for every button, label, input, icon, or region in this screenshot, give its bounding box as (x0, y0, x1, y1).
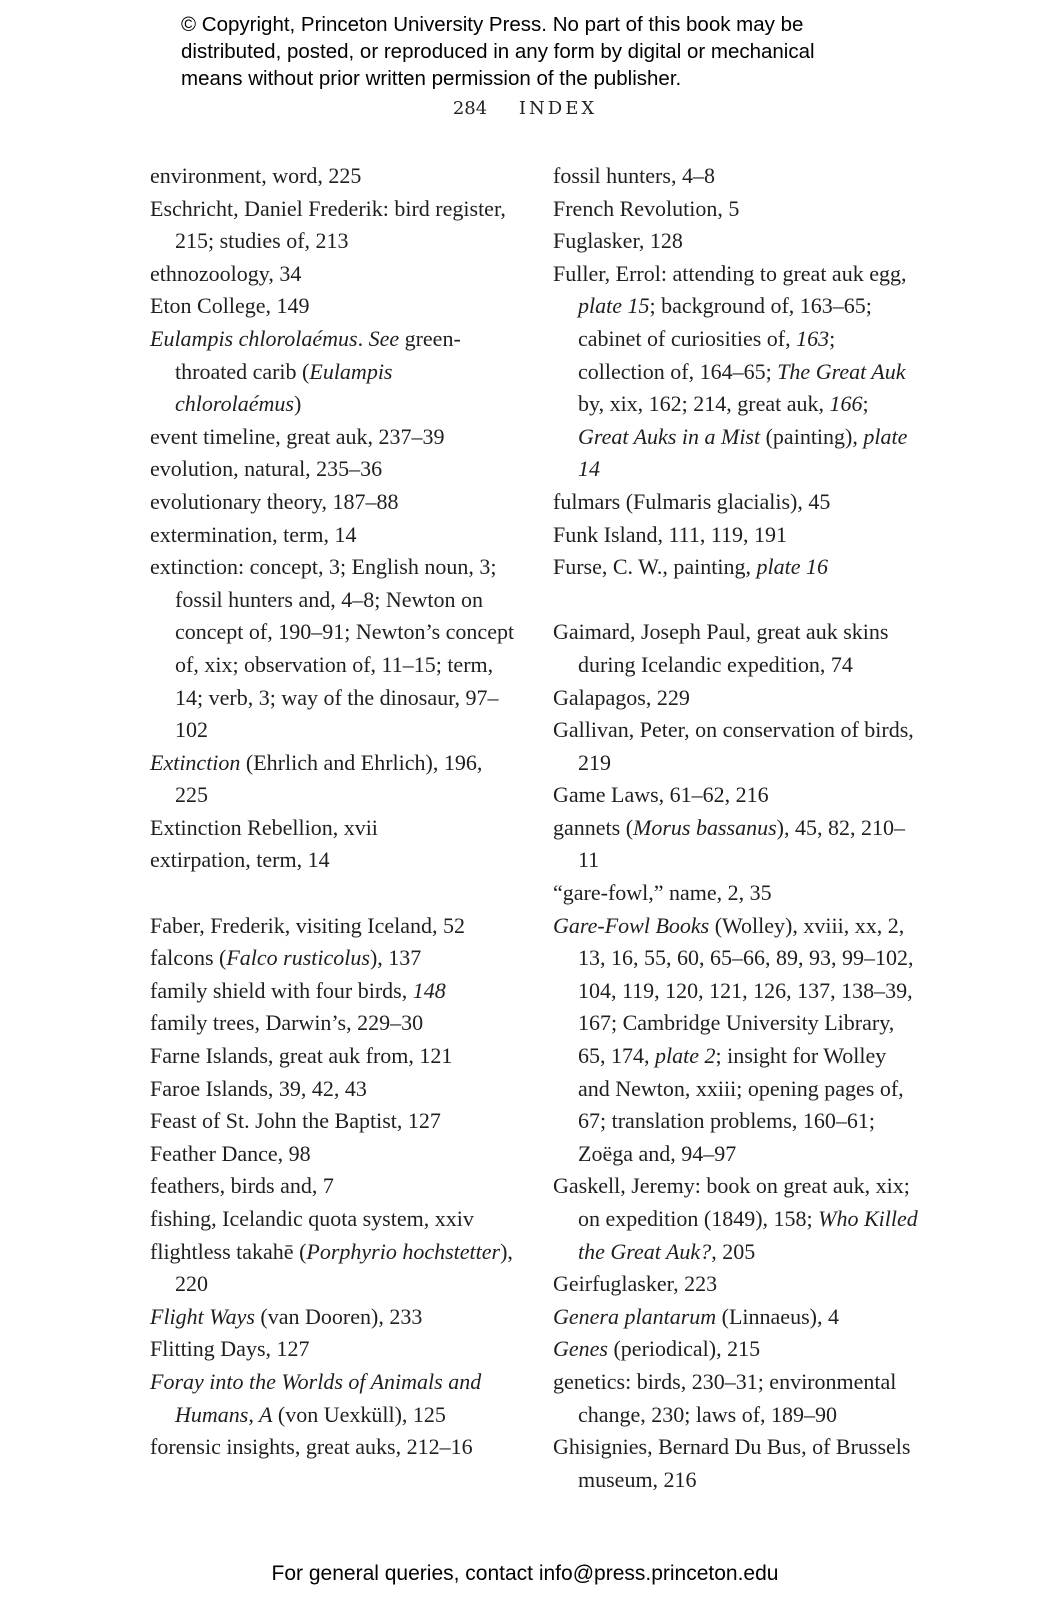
index-entry-italic-segment: Eulampis chlorolaémus (150, 325, 358, 351)
index-entry-segment: fishing, Icelandic quota system, xxiv (150, 1206, 474, 1231)
index-entry (150, 910, 520, 943)
index-entry-italic-segment: plate 15 (578, 293, 650, 319)
index-entry (553, 1268, 923, 1301)
index-entry-segment: Geirfuglasker, 223 (553, 1271, 718, 1297)
index-entry-segment: (van Dooren), 233 (254, 1303, 423, 1329)
index-entry (553, 160, 923, 193)
index-entry (150, 1236, 520, 1301)
index-entry-segment: fulmars (Fulmaris glacialis), 45 (553, 488, 831, 514)
index-entry-segment: gannets ( (553, 814, 634, 840)
index-entry-segment: Feast of St. John the Baptist, 127 (150, 1108, 441, 1134)
index-entry-segment: ), 45, 82, 210–11 (578, 814, 905, 873)
index-entry (150, 290, 520, 323)
index-entry-segment: (Wolley), xviii, xx, 2, 13, 16, 55, 60, 65–66, 89, 93, 99–102, 104, 119, 120, 121, 126, 137, 138–39, 167; Cambridge University Library, 65, 174, (578, 912, 914, 1069)
index-entry-segment: (von Uexküll), 125 (272, 1401, 446, 1427)
index-entry (553, 1431, 923, 1496)
index-entry-segment: “gare-fowl,” name, 2, 35 (553, 880, 772, 906)
index-entry-segment: Game Laws, 61–62, 216 (553, 782, 769, 808)
index-entry-italic-segment: plate 16 (756, 554, 829, 580)
index-entry-segment: ), 137 (369, 945, 422, 971)
index-entry-segment: environment, word, 225 (150, 163, 362, 188)
copyright-line: distributed, posted, or reproduced in any form by digital or mechanical (181, 40, 815, 63)
index-entry (553, 551, 923, 584)
index-column-left (150, 160, 520, 1464)
index-entry-segment: family trees, Darwin’s, 229–30 (150, 1010, 424, 1036)
index-entry-italic-segment: Gare-Fowl Books (553, 912, 710, 938)
index-entry-italic-segment: Genes (553, 1336, 608, 1362)
index-entry-italic-segment: 148 (412, 977, 446, 1003)
index-entry-italic-segment: Flight Ways (150, 1303, 255, 1329)
index-entry (553, 1170, 923, 1268)
running-head (0, 98, 1050, 119)
index-entry-italic-segment: Genera plantarum (553, 1303, 717, 1329)
index-entry-segment: extirpation, term, 14 (150, 847, 330, 873)
index-entry (553, 1366, 923, 1431)
index-entry (553, 486, 923, 519)
index-entry (150, 160, 520, 193)
index-entry-segment: Faber, Frederik, visiting Iceland, 52 (150, 912, 465, 938)
index-entry-italic-segment: Foray into the Worlds of Animals and Humans, A (150, 1368, 482, 1427)
index-entry-segment: evolution, natural, 235–36 (150, 456, 383, 482)
index-entry-italic-segment: Falco rusticolus (226, 945, 370, 971)
copyright-notice (181, 11, 941, 92)
index-entry-italic-segment: Extinction (150, 749, 241, 775)
index-entry (553, 910, 923, 1171)
index-entry (150, 453, 520, 486)
index-entry-italic-segment: Eulampis chlorolaémus (175, 358, 393, 417)
index-entry-italic-segment: Morus bassanus (633, 814, 777, 840)
index-entry (150, 1333, 520, 1366)
index-entry (150, 551, 520, 747)
index-entry-segment: extinction: concept, 3; English noun, 3; fossil hunters and, 4–8; Newton on concept of, 190–91; Newton’s concept of, xix; observation of, 11–15; term, 14; verb, 3; way of the dinosaur, 97–102 (150, 554, 515, 743)
index-entry-segment: Funk Island, 111, 119, 191 (553, 521, 788, 547)
index-entry (553, 714, 923, 779)
index-entry (150, 323, 520, 421)
index-entry (150, 1007, 520, 1040)
index-entry-segment: fossil hunters, 4–8 (553, 163, 715, 188)
index-entry-segment: falcons ( (150, 945, 227, 971)
index-entry (150, 975, 520, 1008)
index-entry (150, 942, 520, 975)
index-entry-segment: Farne Islands, great auk from, 121 (150, 1043, 453, 1069)
index-entry (553, 519, 923, 552)
index-entry (553, 682, 923, 715)
index-entry-segment: (periodical), 215 (607, 1336, 761, 1362)
index-entry (150, 747, 520, 812)
index-entry (553, 258, 923, 486)
index-entry-italic-segment: See (368, 325, 400, 351)
index-entry-italic-segment: 166 (829, 391, 863, 417)
index-entry-segment: forensic insights, great auks, 212–16 (150, 1434, 473, 1460)
index-entry-italic-segment: Great Auks in a Mist (578, 423, 761, 449)
index-entry (150, 421, 520, 454)
index-entry (150, 193, 520, 258)
index-entry-segment: event timeline, great auk, 237–39 (150, 423, 445, 449)
index-entry (150, 486, 520, 519)
index-entry-segment: ; insight for Wolley and Newton, xxiii; opening pages of, 67; translation problems, 160–61; Zoëga and, 94–97 (578, 1043, 904, 1166)
index-entry-segment: family shield with four birds, (150, 977, 413, 1003)
index-entry-italic-segment: Porphyrio hochstetter (306, 1238, 501, 1264)
index-entry (553, 225, 923, 258)
index-entry-segment: Faroe Islands, 39, 42, 43 (150, 1075, 367, 1101)
index-entry-segment: Extinction Rebellion, xvii (150, 814, 378, 840)
footer-contact: For general queries, contact info@press.princeton.edu (271, 1562, 779, 1585)
index-entry-segment: flightless takahē ( (150, 1238, 307, 1264)
index-entry-segment: Gaimard, Joseph Paul, great auk skins during Icelandic expedition, 74 (553, 619, 889, 677)
index-entry-segment: French Revolution, 5 (553, 195, 740, 221)
index-entry (150, 1170, 520, 1203)
index-entry-italic-segment: plate 14 (578, 423, 908, 482)
index-entry-segment: ) (293, 391, 302, 417)
index-entry (150, 258, 520, 291)
index-entry (553, 193, 923, 226)
index-entry-segment: Gaskell, Jeremy: book on great auk, xix; on expedition (1849), 158; (553, 1173, 910, 1231)
index-entry-segment: ), 220 (175, 1238, 513, 1297)
index-entry-segment: genetics: birds, 230–31; environmental change, 230; laws of, 189–90 (553, 1368, 897, 1427)
index-entry (553, 877, 923, 910)
index-entry-italic-segment: plate 2 (655, 1043, 716, 1069)
index-entry (150, 812, 520, 845)
index-column-right (553, 160, 923, 1496)
index-entry (150, 519, 520, 552)
index-entry-segment: Gallivan, Peter, on conservation of birds, 219 (553, 717, 914, 775)
letter-group-gap (553, 584, 923, 617)
index-entry (150, 844, 520, 877)
copyright-line: means without prior written permission of the publisher. (181, 67, 682, 90)
index-entry-segment: (painting), (760, 423, 864, 449)
section-title: INDEX (518, 98, 598, 119)
index-entry-italic-segment: Who Killed the Great Auk? (578, 1206, 918, 1264)
index-entry-italic-segment: The Great Auk (777, 358, 906, 384)
index-entry-segment: ; collection of, 164–65; (578, 325, 836, 384)
index-entry (150, 1073, 520, 1106)
index-entry (553, 1333, 923, 1366)
index-entry-segment: , 205 (711, 1238, 756, 1264)
index-entry (150, 1203, 520, 1236)
index-entry-segment: . (357, 325, 369, 351)
index-entry-segment: Furse, C. W., painting, (553, 554, 757, 580)
index-entry-segment: ethnozoology, 34 (150, 260, 302, 286)
index-entry (150, 1040, 520, 1073)
index-entry-segment: (Linnaeus), 4 (716, 1303, 839, 1329)
index-entry (553, 1301, 923, 1334)
index-entry-segment: Eschricht, Daniel Frederik: bird register, 215; studies of, 213 (150, 195, 506, 254)
index-entry (150, 1366, 520, 1431)
index-entry-segment: Ghisignies, Bernard Du Bus, of Brussels museum, 216 (553, 1434, 911, 1492)
index-entry-segment: Flitting Days, 127 (150, 1336, 310, 1362)
index-entry-segment: Fuller, Errol: attending to great auk egg, (553, 260, 907, 286)
index-entry-italic-segment: 163 (796, 325, 830, 351)
copyright-line: © Copyright, Princeton University Press. No part of this book may be (181, 13, 804, 36)
index-entry (150, 1301, 520, 1334)
index-entry (553, 616, 923, 681)
index-entry (553, 779, 923, 812)
index-entry-segment: (Ehrlich and Ehrlich), 196, 225 (175, 749, 483, 808)
index-entry-segment: evolutionary theory, 187–88 (150, 488, 399, 514)
index-entry-segment: Fuglasker, 128 (553, 228, 683, 254)
index-entry-segment: Feather Dance, 98 (150, 1140, 311, 1166)
index-entry-segment: feathers, birds and, 7 (150, 1173, 334, 1199)
index-entry-segment: extermination, term, 14 (150, 521, 357, 547)
index-entry-segment: ; (862, 391, 869, 417)
index-entry-segment: Eton College, 149 (150, 293, 310, 319)
index-entry (150, 1105, 520, 1138)
page-number: 284 (452, 98, 488, 119)
index-entry (150, 1138, 520, 1171)
index-entry-segment: ; background of, 163–65; cabinet of curiosities of, (578, 293, 872, 351)
index-entry-segment: green-throated carib ( (175, 325, 461, 384)
letter-group-gap (150, 877, 520, 910)
index-entry (150, 1431, 520, 1464)
index-entry-segment: by, xix, 162; 214, great auk, (578, 391, 830, 417)
index-entry (553, 812, 923, 877)
index-entry-segment: Galapagos, 229 (553, 684, 690, 710)
